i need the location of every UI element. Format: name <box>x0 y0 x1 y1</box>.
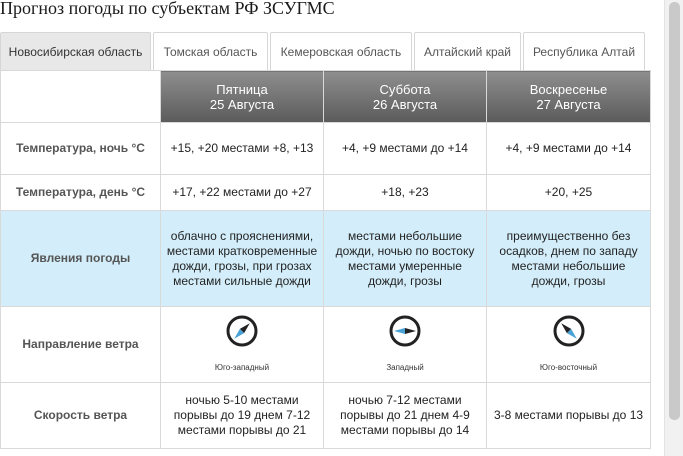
table-cell: +15, +20 местами +8, +13 <box>161 123 324 175</box>
forecast-table-container <box>0 70 650 448</box>
day-date: 26 Августа <box>372 96 438 112</box>
tab-kemerovo[interactable]: Кемеровская область <box>270 32 412 70</box>
compass-southwest-icon <box>225 314 259 348</box>
row-label: Направление ветра <box>1 307 161 383</box>
wind-direction-label: Юго-восточный <box>539 363 598 372</box>
table-cell: +18, +23 <box>324 175 487 211</box>
day-date: 27 Августа <box>536 96 601 112</box>
row-label: Явления погоды <box>1 211 161 307</box>
table-cell: +17, +22 местами до +27 <box>161 175 324 211</box>
tab-tomsk[interactable]: Томская область <box>153 32 268 70</box>
table-row-phenomena <box>1 211 651 307</box>
table-cell: ночью 5-10 местами порывы до 19 днем 7-12 местами порывы до 21 <box>161 383 324 449</box>
wind-direction-label: Юго-западный <box>214 363 270 372</box>
wind-direction-cell <box>161 307 324 383</box>
table-cell: +4, +9 местами до +14 <box>487 123 651 175</box>
page-scrollbar[interactable] <box>664 0 683 456</box>
table-cell: облачно с прояснениями, местами кратковременные дожди, грозы, при грозах местами сильные дожди <box>161 211 324 307</box>
forecast-table <box>0 70 651 449</box>
compass-west-icon <box>388 314 422 348</box>
table-row-wind-direction <box>1 307 651 383</box>
page-title: Прогноз погоды по субъектам РФ ЗСУГМС <box>0 0 335 18</box>
table-row-wind-speed <box>1 383 651 449</box>
table-cell: преимущественно без осадков, днем по западу местами небольшие дожди, грозы <box>487 211 651 307</box>
table-row-temp-day <box>1 175 651 211</box>
table-cell: 3-8 местами порывы до 13 <box>487 383 651 449</box>
table-cell: местами небольшие дожди, ночью по востоку местами умеренные дожди, грозы <box>324 211 487 307</box>
day-weekday: Воскресенье <box>529 81 608 97</box>
table-cell: ночью 7-12 местами порывы до 21 днем 4-9 местами порывы до 14 <box>324 383 487 449</box>
scrollbar-thumb[interactable] <box>669 2 680 420</box>
tab-altai-republic[interactable]: Республика Алтай <box>523 32 645 70</box>
day-header <box>161 71 324 123</box>
day-date: 25 Августа <box>209 96 275 112</box>
table-cell: +20, +25 <box>487 175 651 211</box>
wind-direction-cell <box>487 307 651 383</box>
wind-direction-cell <box>324 307 487 383</box>
table-cell: +4, +9 местами до +14 <box>324 123 487 175</box>
day-weekday: Суббота <box>379 81 431 97</box>
compass-southeast-icon <box>552 314 586 348</box>
header-row <box>1 71 651 123</box>
table-row-temp-night <box>1 123 651 175</box>
region-tabs <box>0 32 647 70</box>
row-label: Температура, ночь °C <box>1 123 161 175</box>
day-header <box>324 71 487 123</box>
day-weekday: Пятница <box>216 81 268 97</box>
wind-direction-label: Западный <box>386 363 424 372</box>
header-corner <box>1 71 161 123</box>
row-label: Скорость ветра <box>1 383 161 449</box>
day-header <box>487 71 651 123</box>
tab-novosibirsk[interactable]: Новосибирская область <box>0 32 151 70</box>
row-label: Температура, день °C <box>1 175 161 211</box>
tab-altai-krai[interactable]: Алтайский край <box>414 32 521 70</box>
